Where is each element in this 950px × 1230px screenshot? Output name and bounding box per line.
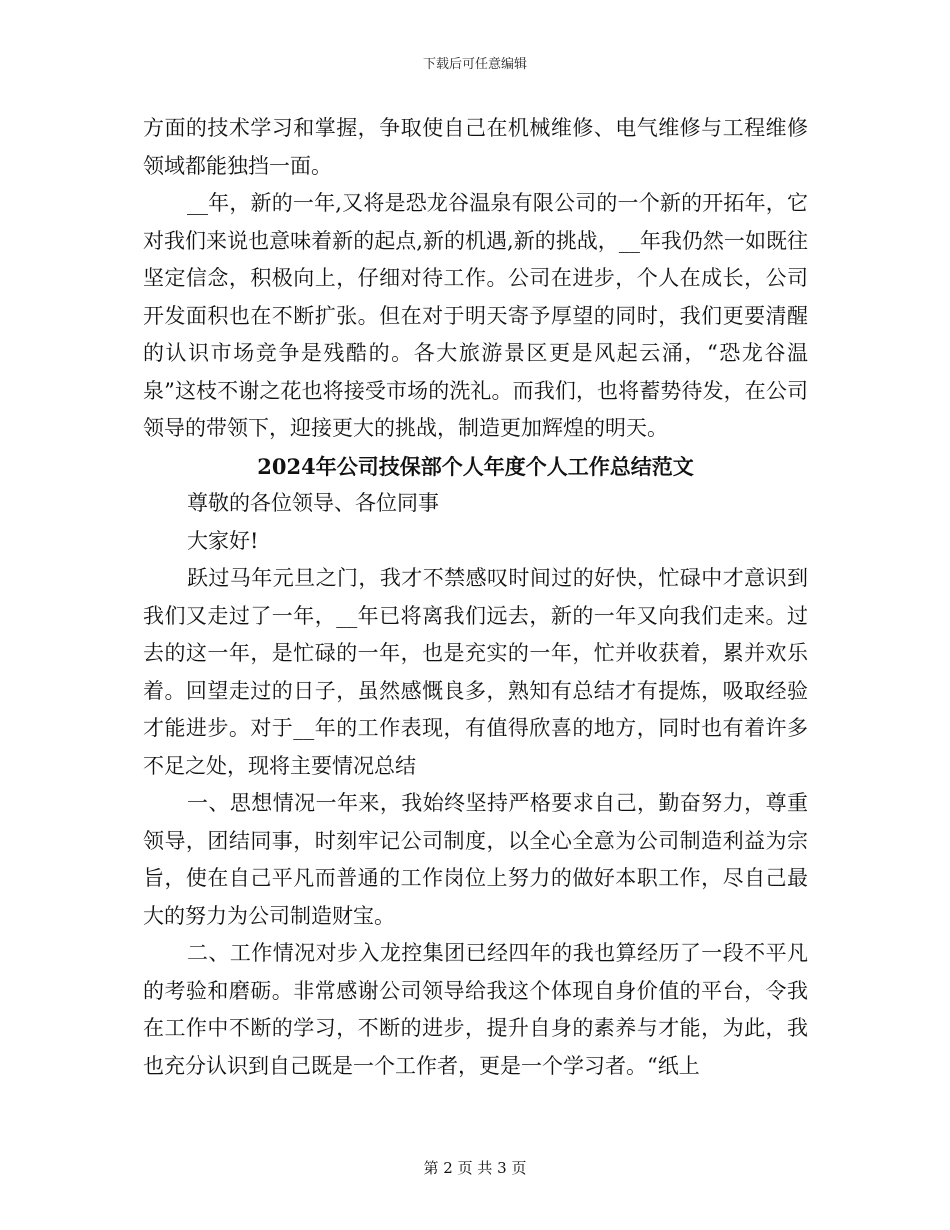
- greeting-line-2: 大家好!: [187, 528, 259, 553]
- greeting-line-1: 尊敬的各位领导、各位同事: [187, 491, 439, 515]
- page-footer: 第 2 页 共 3 页: [423, 1159, 527, 1177]
- paragraph-1: 方面的技术学习和掌握，争取使自己在机械维修、电气维修与工程维修领域都能独挡一面。: [143, 116, 808, 178]
- paragraph-3: 跃过马年元旦之门，我才不禁感叹时间过的好快，忙碌中才意识到我们又走过了一年，__年已将离我们远去，新的一年又向我们走来。过去的这一年，是忙碌的一年，也是充实的一年，忙并收获着，累并欢乐着。回望走过的日子，虽然感慨良多，熟知有总结才有提炼，吸取经验才能进步。对于__年的工作表现，有值得欣喜的地方，同时也有着许多不足之处，现将主要情况总结: [143, 566, 808, 778]
- document-body: [143, 110, 808, 1085]
- header-note: 下载后可任意编辑: [422, 57, 527, 72]
- document-title: 2024年公司技保部个人年度个人工作总结范文: [257, 453, 694, 479]
- paragraph-4: 一、思想情况一年来，我始终坚持严格要求自己，勤奋努力，尊重领导，团结同事，时刻牢记公司制度，以全心全意为公司制造利益为宗旨，使在自己平凡而普通的工作岗位上努力的做好本职工作，尽自己最大的努力为公司制造财宝。: [143, 791, 808, 928]
- paragraph-5: 二、工作情况对步入龙控集团已经四年的我也算经历了一段不平凡的考验和磨砺。非常感谢公司领导给我这个体现自身价值的平台，令我在工作中不断的学习，不断的进步，提升自身的素养与才能，为此，我也充分认识到自己既是一个工作者，更是一个学习者。“纸上: [143, 941, 808, 1078]
- paragraph-2: __年，新的一年,又将是恐龙谷温泉有限公司的一个新的开拓年，它对我们来说也意味着新的起点,新的机遇,新的挑战，__年我仍然一如既往坚定信念，积极向上，仔细对待工作。公司在进步，个人在成长，公司开发面积也在不断扩张。但在对于明天寄予厚望的同时，我们更要清醒的认识市场竞争是残酷的。各大旅游景区更是风起云涌，“恐龙谷温泉”这枝不谢之花也将接受市场的洗礼。而我们，也将蓄势待发，在公司领导的带领下，迎接更大的挑战，制造更加辉煌的明天。: [143, 191, 808, 440]
